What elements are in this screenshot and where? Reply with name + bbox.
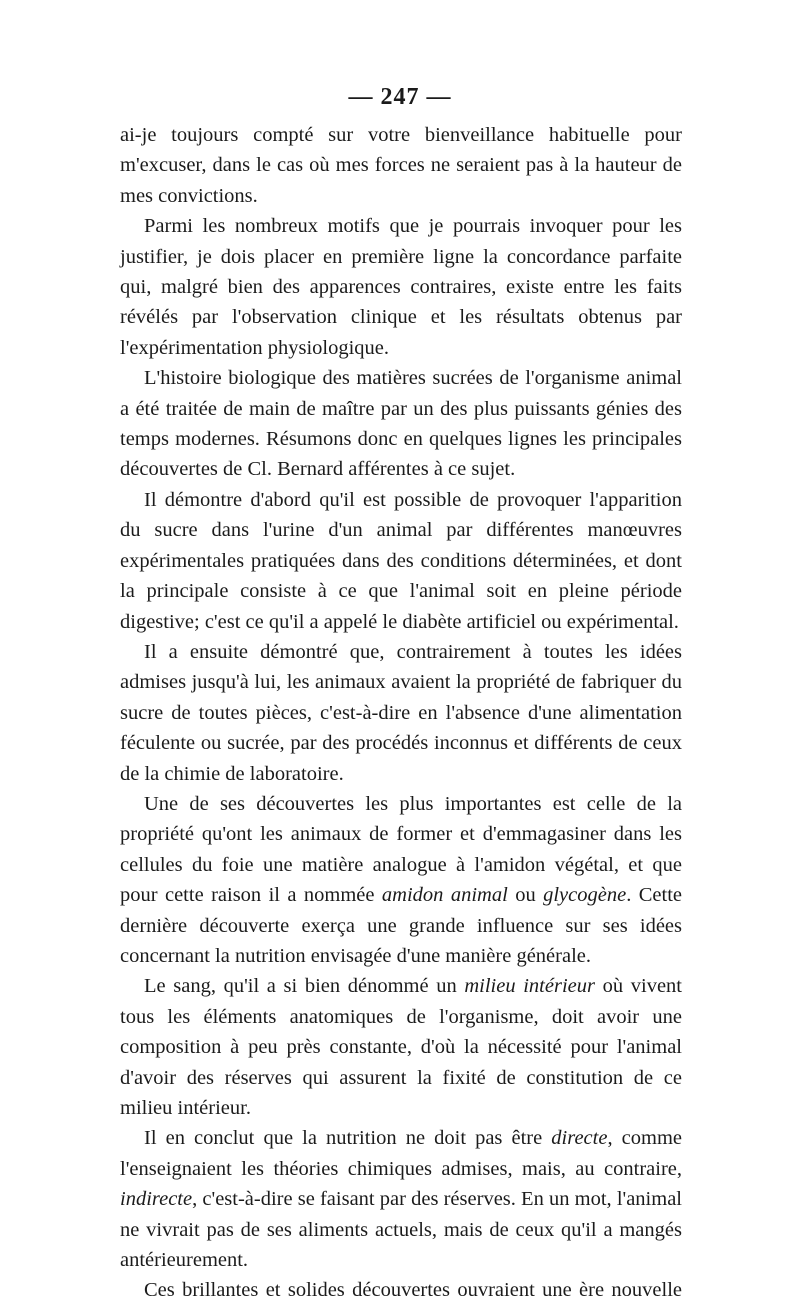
paragraph-text: Une de ses découvertes les plus importantes est celle de la propriété qu'ont les animaux de former et d'emmagasiner dans les cellules du foie une matière analogue à l'amidon végétal, et que pour cette raison il a nommée [120,792,682,907]
paragraph [120,1123,682,1275]
paragraph-text: Le sang, qu'il a si bien dénommé un [144,975,465,998]
paragraph-text: Ces brillantes et solides découvertes ouvraient une ère nouvelle [144,1279,682,1302]
paragraph-text: Il démontre d'abord qu'il est possible de provoquer l'apparition du sucre dans l'urine d'un animal par différentes manœuvres expérimentales pratiquées dans des conditions déterminées, et dont la principale consiste à ce que l'animal soit en pleine période digestive; c'est ce qu'il a appelé le diabète artificiel ou expérimental. [120,488,682,633]
italic-term: directe [551,1127,608,1150]
paragraph-text: , c'est-à-dire se faisant par des réserves. En un mot, l'animal ne vivrait pas de ses aliments actuels, mais de ceux qu'il a mangés antérieurement. [120,1188,682,1272]
paragraph [120,211,682,363]
paragraph-text: Parmi les nombreux motifs que je pourrais invoquer pour les justifier, je dois placer en première ligne la concordance parfaite qui, malgré bien des apparences contraires, existe entre les faits révélés par l'observation clinique et les résultats obtenus par l'expérimentation physiologique. [120,215,682,359]
paragraph-text: Il a ensuite démontré que, contrairement à toutes les idées admises jusqu'à lui, les animaux avaient la propriété de fabriquer du sucre de toutes pièces, c'est-à-dire en l'absence d'une alimentation féculente ou sucrée, par des procédés inconnus et différents de ceux de la chimie de laboratoire. [120,640,682,785]
paragraph [120,485,682,637]
paragraph [120,637,682,789]
paragraph [120,971,682,1123]
paragraph [120,789,682,971]
paragraph [120,120,682,211]
paragraph-text: ou [507,884,544,907]
page-number: — 247 — [348,84,452,110]
paragraph [120,363,682,485]
italic-term: indirecte [120,1188,193,1211]
body-text [120,120,682,1306]
paragraph-text: où vivent tous les éléments anatomiques de l'organisme, doit avoir une composition à peu près constante, d'où la nécessité pour l'animal d'avoir des réserves qui assurent la fixité de constitution de ce milieu intérieur. [120,975,682,1119]
paragraph [120,1275,682,1305]
paragraph-text: Il en conclut que la nutrition ne doit pas être [144,1127,552,1150]
paragraph-text: . Cette dernière découverte exerça une grande influence sur ses idées concernant la nutrition envisagée d'une manière générale. [120,884,683,967]
italic-term: glycogène [543,884,627,907]
paragraph-text: ai-je toujours compté sur votre bienveillance habituelle pour m'excuser, dans le cas où mes forces ne seraient pas à la hauteur de mes convictions. [120,124,682,207]
paragraph-text: L'histoire biologique des matières sucrées de l'organisme animal a été traitée de main de maître par un des plus puissants génies des temps modernes. Résumons donc en quelques lignes les principales découvertes de Cl. Bernard afférentes à ce sujet. [120,367,682,481]
italic-term: amidon animal [381,884,508,907]
paragraph-text: , comme l'enseignaient les théories chimiques admises, mais, au contraire, [120,1127,682,1180]
italic-term: milieu intérieur [464,975,595,998]
